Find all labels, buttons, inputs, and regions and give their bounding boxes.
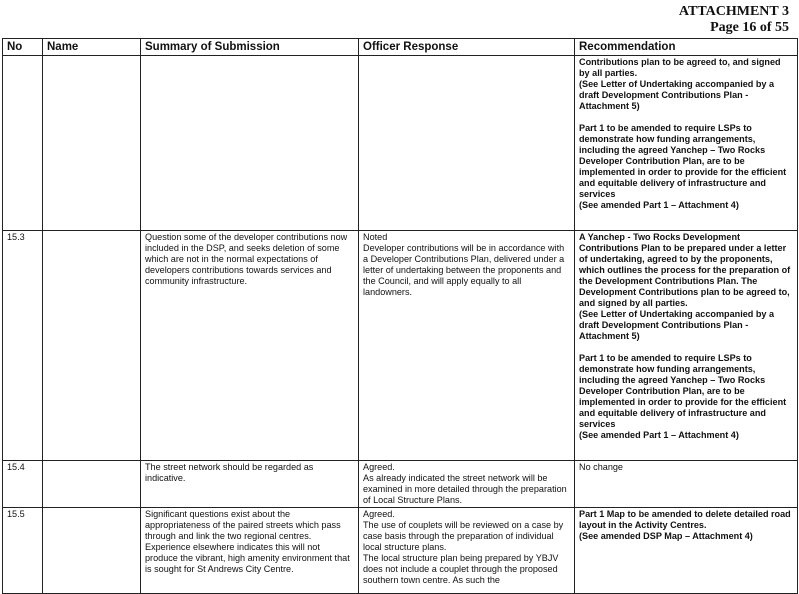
recommendation-reference: (See amended Part 1 – Attachment 4) xyxy=(579,200,739,210)
page-header xyxy=(679,4,789,36)
recommendation-text: A Yanchep - Two Rocks Development Contributions Plan to be prepared under a letter of undertaking, agreed to by the proponents, which outlines the process for the preparation of the Development Contributions Plan. The Development Contributions plan to be agreed to, and signed by all parties. xyxy=(579,232,791,308)
column-header-summary: Summary of Submission xyxy=(141,39,359,56)
recommendation-reference: (See Letter of Undertaking accompanied by a draft Development Contributions Plan - Attachment 5) xyxy=(579,79,775,111)
cell-name xyxy=(43,56,141,231)
recommendation-text: Part 1 Map to be amended to delete detailed road layout in the Activity Centres. xyxy=(579,509,791,530)
cell-name xyxy=(43,508,141,594)
table-row xyxy=(3,461,798,508)
column-header-no: No xyxy=(3,39,43,56)
cell-name xyxy=(43,461,141,508)
cell-officer-response xyxy=(359,461,575,508)
cell-recommendation xyxy=(575,508,798,594)
recommendation-reference: (See amended Part 1 – Attachment 4) xyxy=(579,430,739,440)
cell-no: 15.3 xyxy=(3,231,43,461)
officer-response-text: Agreed. xyxy=(363,509,395,519)
cell-officer-response xyxy=(359,231,575,461)
recommendation-text: Part 1 to be amended to require LSPs to demonstrate how funding arrangements, including the agreed Yanchep – Two Rocks Developer Contribution Plan, are to be implemented in order to provide for the efficient and equitable delivery of infrastructure and services xyxy=(579,123,787,199)
cell-name xyxy=(43,231,141,461)
submissions-table xyxy=(2,38,798,594)
recommendation-reference: (See amended DSP Map – Attachment 4) xyxy=(579,531,753,541)
table-row xyxy=(3,231,798,461)
officer-response-text: Developer contributions will be in accordance with a Developer Contributions Plan, delivered under a letter of undertaking between the proponents and the Council, and will apply equally to all landowners. xyxy=(363,243,565,297)
recommendation-reference: (See Letter of Undertaking accompanied by a draft Development Contributions Plan - Attachment 5) xyxy=(579,309,775,341)
attachment-label: ATTACHMENT 3 xyxy=(678,4,789,19)
officer-response-text: As already indicated the street network will be examined in more detailed through the preparation of Local Structure Plans. xyxy=(363,473,567,505)
cell-no xyxy=(3,56,43,231)
officer-response-text: The local structure plan being prepared by YBJV does not include a couplet through the proposed southern town centre. As such the xyxy=(363,553,559,585)
table-header-row xyxy=(3,39,798,56)
officer-response-text: The use of couplets will be reviewed on a case by case basis through the preparation of individual local structure plans. xyxy=(363,520,564,552)
cell-recommendation xyxy=(575,461,798,508)
column-header-recommendation: Recommendation xyxy=(575,39,798,56)
cell-no: 15.4 xyxy=(3,461,43,508)
cell-summary: The street network should be regarded as indicative. xyxy=(141,461,359,508)
officer-response-text: Noted xyxy=(363,232,388,242)
recommendation-text: Contributions plan to be agreed to, and signed by all parties. xyxy=(579,57,781,78)
cell-recommendation xyxy=(575,56,798,231)
cell-summary: Significant questions exist about the appropriateness of the paired streets which pass through and link the two regional centres. Experience elsewhere indicates this will not produce the vibrant, high amenity environment that is sought for St Andrews City Centre. xyxy=(141,508,359,594)
cell-recommendation xyxy=(575,231,798,461)
column-header-officer-response: Officer Response xyxy=(359,39,575,56)
page-number: Page 16 of 55 xyxy=(710,20,789,35)
cell-officer-response xyxy=(359,508,575,594)
cell-officer-response xyxy=(359,56,575,231)
cell-summary xyxy=(141,56,359,231)
recommendation-text: No change xyxy=(579,462,623,472)
table-row xyxy=(3,508,798,594)
officer-response-text: Agreed. xyxy=(363,462,395,472)
recommendation-text: Part 1 to be amended to require LSPs to demonstrate how funding arrangements, including the agreed Yanchep – Two Rocks Developer Contribution Plan, are to be implemented in order to provide for the efficient and equitable delivery of infrastructure and services xyxy=(579,353,787,429)
cell-no: 15.5 xyxy=(3,508,43,594)
column-header-name: Name xyxy=(43,39,141,56)
table-row xyxy=(3,56,798,231)
cell-summary: Question some of the developer contributions now included in the DSP, and seeks deletion of some which are not in the normal expectations of developers contributions towards services and community infrastructure. xyxy=(141,231,359,461)
